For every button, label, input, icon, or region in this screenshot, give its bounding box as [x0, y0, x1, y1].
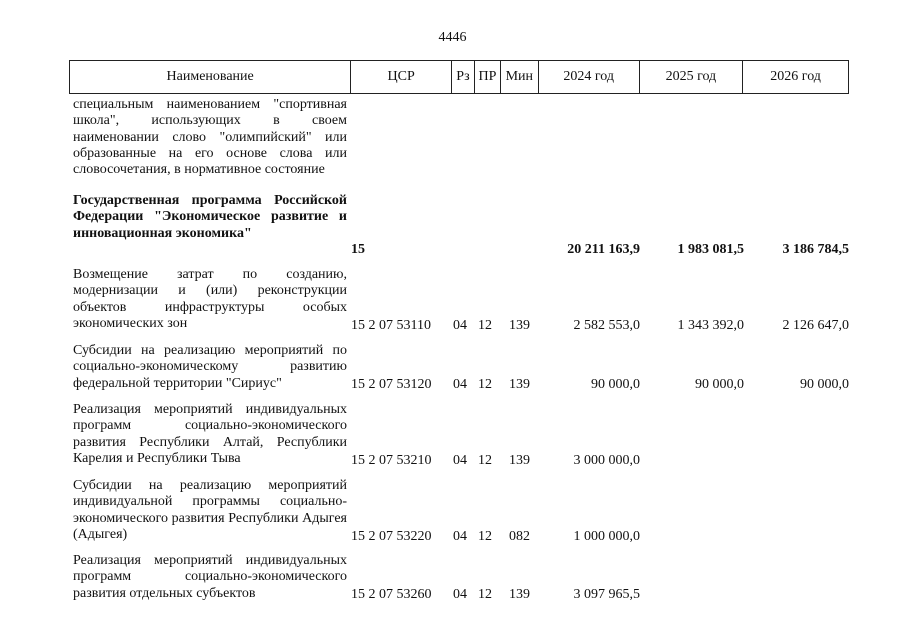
row-min: 139 [509, 318, 530, 333]
header-2026: 2026 год [770, 69, 821, 84]
row-2024: 20 211 163,9 [567, 242, 640, 257]
row-min: 139 [509, 587, 530, 602]
row-name: Возмещение затрат по созданию, модернизации и (или) реконструкции объектов инфраструктуры особых экономических зон [73, 267, 347, 331]
row-rz: 04 [453, 318, 467, 333]
row-min: 139 [509, 453, 530, 468]
row-2024: 3 000 000,0 [573, 453, 640, 468]
row-name: Субсидии на реализацию мероприятий индивидуальной программы социально-экономического развития Республики Адыгея (Адыгея) [73, 478, 347, 542]
row-name: Государственная программа Российской Федерации "Экономическое развитие и инновационная экономика" [73, 193, 347, 241]
row-csr: 15 2 07 53120 [351, 377, 432, 392]
row-min: 139 [509, 377, 530, 392]
row-2025: 1 983 081,5 [677, 242, 744, 257]
row-rz: 04 [453, 453, 467, 468]
row-name: специальным наименованием "спортивная школа", использующих в своем наименовании слово "олимпийский" или образованные на его основе слова или словосочетания, в нормативное состояние [73, 97, 347, 178]
row-2024: 3 097 965,5 [573, 587, 640, 602]
row-2024: 1 000 000,0 [573, 529, 640, 544]
header-pr: ПР [475, 61, 501, 93]
row-rz: 04 [453, 529, 467, 544]
header-2025: 2025 год [640, 61, 744, 93]
row-csr: 15 2 07 53260 [351, 587, 432, 602]
table-header [69, 60, 849, 94]
header-csr: ЦСР [351, 61, 452, 93]
row-pr: 12 [478, 318, 492, 333]
row-pr: 12 [478, 587, 492, 602]
row-2024: 2 582 553,0 [573, 318, 640, 333]
row-pr: 12 [478, 377, 492, 392]
row-2026: 2 126 647,0 [782, 318, 849, 333]
row-csr: 15 2 07 53220 [351, 529, 432, 544]
row-2026: 90 000,0 [800, 377, 849, 392]
row-name: Субсидии на реализацию мероприятий по социально-экономическому развитию федеральной территории "Сириус" [73, 343, 347, 391]
row-2024: 90 000,0 [591, 377, 640, 392]
row-csr: 15 2 07 53210 [351, 453, 432, 468]
row-pr: 12 [478, 453, 492, 468]
header-rz: Рз [452, 61, 475, 93]
row-rz: 04 [453, 587, 467, 602]
header-min: Мин [501, 61, 539, 93]
row-csr: 15 [351, 242, 365, 257]
row-2025: 1 343 392,0 [677, 318, 744, 333]
row-2026: 3 186 784,5 [782, 242, 849, 257]
row-2025: 90 000,0 [695, 377, 744, 392]
page-number: 4446 [438, 30, 467, 45]
row-rz: 04 [453, 377, 467, 392]
row-name: Реализация мероприятий индивидуальных программ социально-экономического развития Республики Алтай, Республики Карелия и Республики Тыва [73, 402, 347, 466]
row-csr: 15 2 07 53110 [351, 318, 431, 333]
row-min: 082 [509, 529, 530, 544]
row-pr: 12 [478, 529, 492, 544]
header-2024: 2024 год [539, 61, 640, 93]
row-name: Реализация мероприятий индивидуальных программ социально-экономического развития отдельных субъектов [73, 553, 347, 601]
header-name: Наименование [70, 61, 351, 93]
